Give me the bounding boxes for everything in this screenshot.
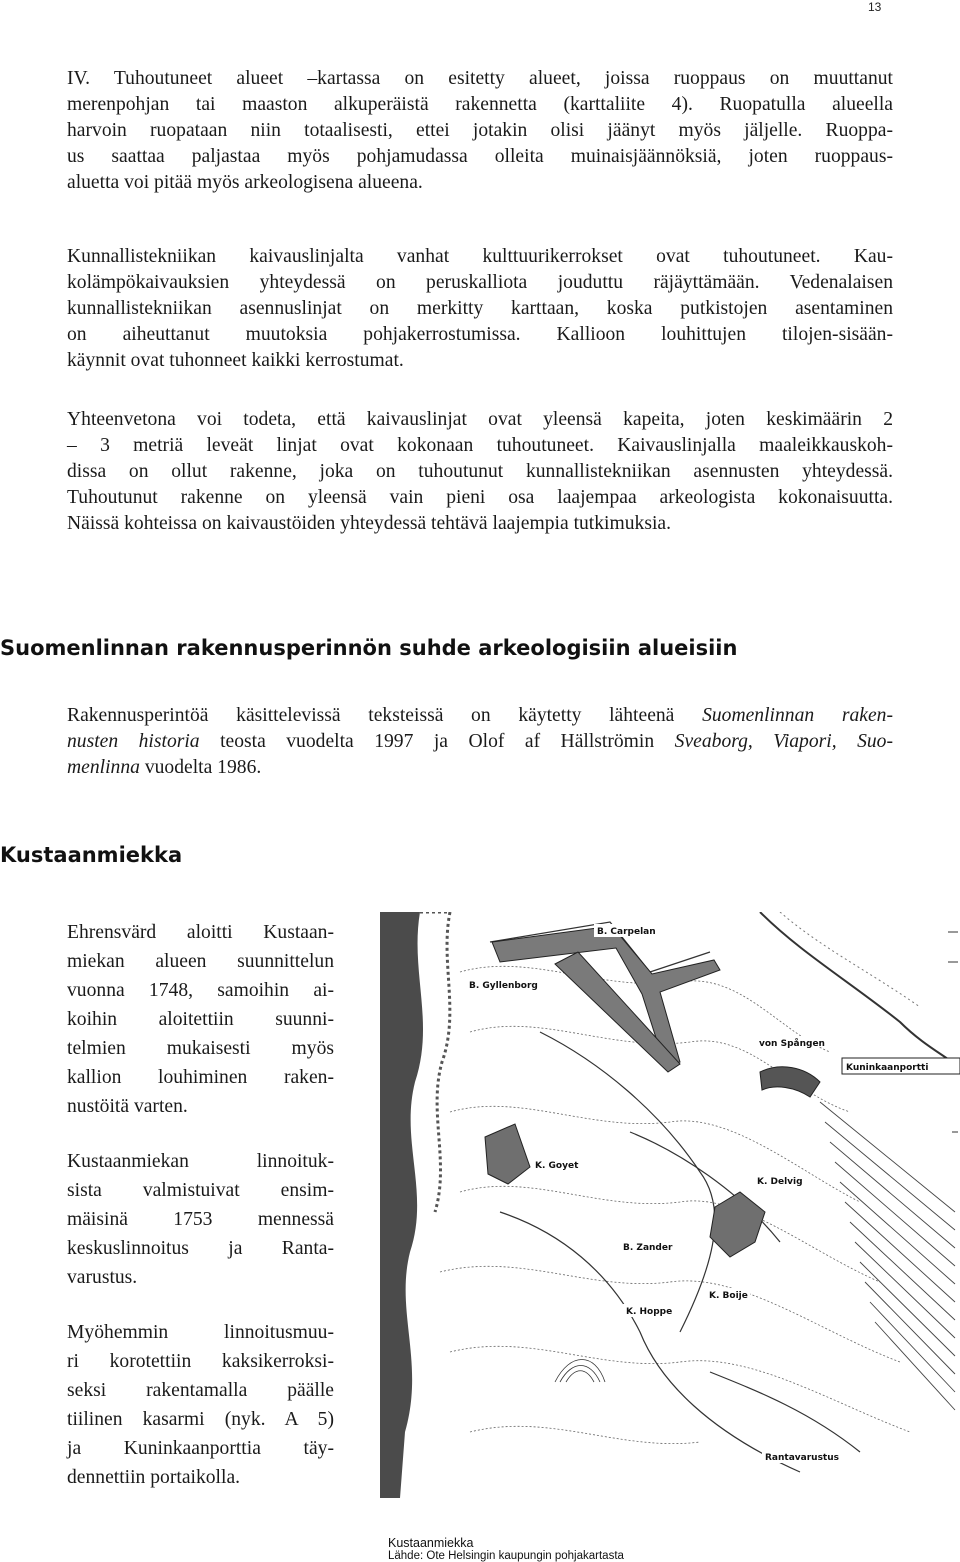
column-paragraph-linnoitukset [67, 1147, 334, 1292]
column-line: ja Kuninkaanporttia täy- [67, 1438, 334, 1459]
map-label-kuninkaanportti: Kuninkaanportti [846, 1063, 929, 1073]
column-line: tiilinen kasarmi (nyk. A 5) [67, 1409, 334, 1430]
column-line: Myöhemmin linnoitusmuu- [67, 1322, 334, 1343]
column-paragraph-ehrensvard [67, 918, 334, 1121]
paragraph-lahteet [67, 703, 893, 781]
column-line: varustus. [67, 1267, 138, 1288]
map-label-delvig: K. Delvig [757, 1177, 803, 1187]
map-label-gyllenborg: B. Gyllenborg [469, 981, 538, 991]
column-line: seksi rakentamalla päälle [67, 1380, 334, 1401]
paragraph-line: us saattaa paljastaa myös pohjamudassa olleita muinaisjäännöksiä, joten ruoppaus- [67, 146, 893, 167]
paragraph-line: menlinna vuodelta 1986. [67, 757, 262, 778]
paragraph-line: harvoin ruopataan niin totaalisesti, ettei jotakin olisi jäänyt myös jäljelle. Ruoppa- [67, 120, 893, 141]
paragraph-line: – 3 metriä leveät linjat ovat kokonaan tuhoutuneet. Kaivauslinjalla maaleikkauskoh- [67, 435, 893, 456]
kustaanmiekka-map [380, 912, 960, 1498]
map-label-goyet: K. Goyet [535, 1161, 579, 1171]
map-label-zander: B. Zander [623, 1243, 673, 1253]
section-heading-rakennusperinto: Suomenlinnan rakennusperinnön suhde arkeologisiin alueisiin [0, 636, 738, 660]
paragraph-line: aluetta voi pitää myös arkeologisena alueena. [67, 172, 423, 193]
paragraph-line: on aiheuttanut muutoksia pohjakerrostumissa. Kallioon louhittujen tilojen-sisään- [67, 324, 893, 345]
map-caption-source: Lähde: Ote Helsingin kaupungin pohjakartasta [388, 1550, 624, 1562]
paragraph-line: nusten historia teosta vuodelta 1997 ja Olof af Hällströmin Sveaborg, Viapori, Suo- [67, 731, 894, 752]
column-line: dennettiin portaikolla. [67, 1467, 241, 1488]
column-line: ri korotettiin kaksikerroksi- [67, 1351, 334, 1372]
column-line: sista valmistuivat ensim- [67, 1180, 334, 1201]
section-heading-kustaanmiekka: Kustaanmiekka [0, 843, 183, 867]
paragraph-line: Kunnallistekniikan kaivauslinjalta vanhat kulttuurikerrokset ovat tuhoutuneet. Kau- [67, 246, 893, 267]
column-line: vuonna 1748, samoihin ai- [67, 980, 334, 1001]
map-label-boije: K. Boije [709, 1291, 748, 1301]
paragraph-line: Yhteenvetona voi todeta, että kaivauslinjat ovat yleensä kapeita, joten keskimäärin 2 [67, 409, 893, 430]
map-label-carpelan: B. Carpelan [597, 927, 656, 937]
column-line: nustöitä varten. [67, 1096, 188, 1117]
paragraph-ruoppaus [67, 66, 893, 196]
paragraph-line: käynnit ovat tuhonneet kaikki kerrostumat. [67, 350, 404, 371]
map-label-hoppe: K. Hoppe [626, 1307, 673, 1317]
column-line: koihin aloitettiin suunni- [67, 1009, 334, 1030]
column-line: keskuslinnoitus ja Ranta- [67, 1238, 334, 1259]
paragraph-line: merenpohjan tai maaston alkuperäistä rakennetta (karttaliite 4). Ruopatulla alueella [67, 94, 893, 115]
paragraph-line: kolämpökaivauksien yhteydessä on peruskalliota jouduttu räjäyttämään. Vedenalaisen [67, 272, 893, 293]
paragraph-line: IV. Tuhoutuneet alueet –kartassa on esitetty alueet, joissa ruoppaus on muuttanut [67, 68, 893, 89]
map-label-rantavarustus: Rantavarustus [765, 1453, 839, 1463]
map-label-von-spangen: von Spången [759, 1039, 825, 1049]
page-number: 13 [868, 0, 882, 14]
column-line: miekan alueen suunnittelun [67, 951, 334, 972]
paragraph-line: Tuhoutunut rakenne on yleensä vain pieni osa laajempaa arkeologista kokonaisuutta. [67, 487, 893, 508]
column-line: Ehrensvärd aloitti Kustaan- [67, 922, 334, 943]
paragraph-line: Näissä kohteissa on kaivaustöiden yhteydessä tehtävä laajempia tutkimuksia. [67, 513, 671, 534]
column-paragraph-kasarmi [67, 1318, 334, 1492]
paragraph-line: dissa on ollut rakenne, joka on tuhoutunut kunnallistekniikan asennusten yhteydessä. [67, 461, 893, 482]
column-line: mäisinä 1753 mennessä [67, 1209, 334, 1230]
paragraph-kunnallistekniikka [67, 244, 893, 374]
paragraph-line: Rakennusperintöä käsittelevissä teksteissä on käytetty lähteenä Suomenlinnan raken- [67, 705, 893, 726]
column-line: telmien mukaisesti myös [67, 1038, 334, 1059]
map-caption-title: Kustaanmiekka [388, 1536, 474, 1550]
paragraph-line: kunnallistekniikan asennuslinjat on merkitty karttaan, koska putkistojen asentaminen [67, 298, 893, 319]
column-line: kallion louhiminen raken- [67, 1067, 334, 1088]
paragraph-yhteenveto [67, 407, 893, 537]
column-line: Kustaanmiekan linnoituk- [67, 1151, 334, 1172]
